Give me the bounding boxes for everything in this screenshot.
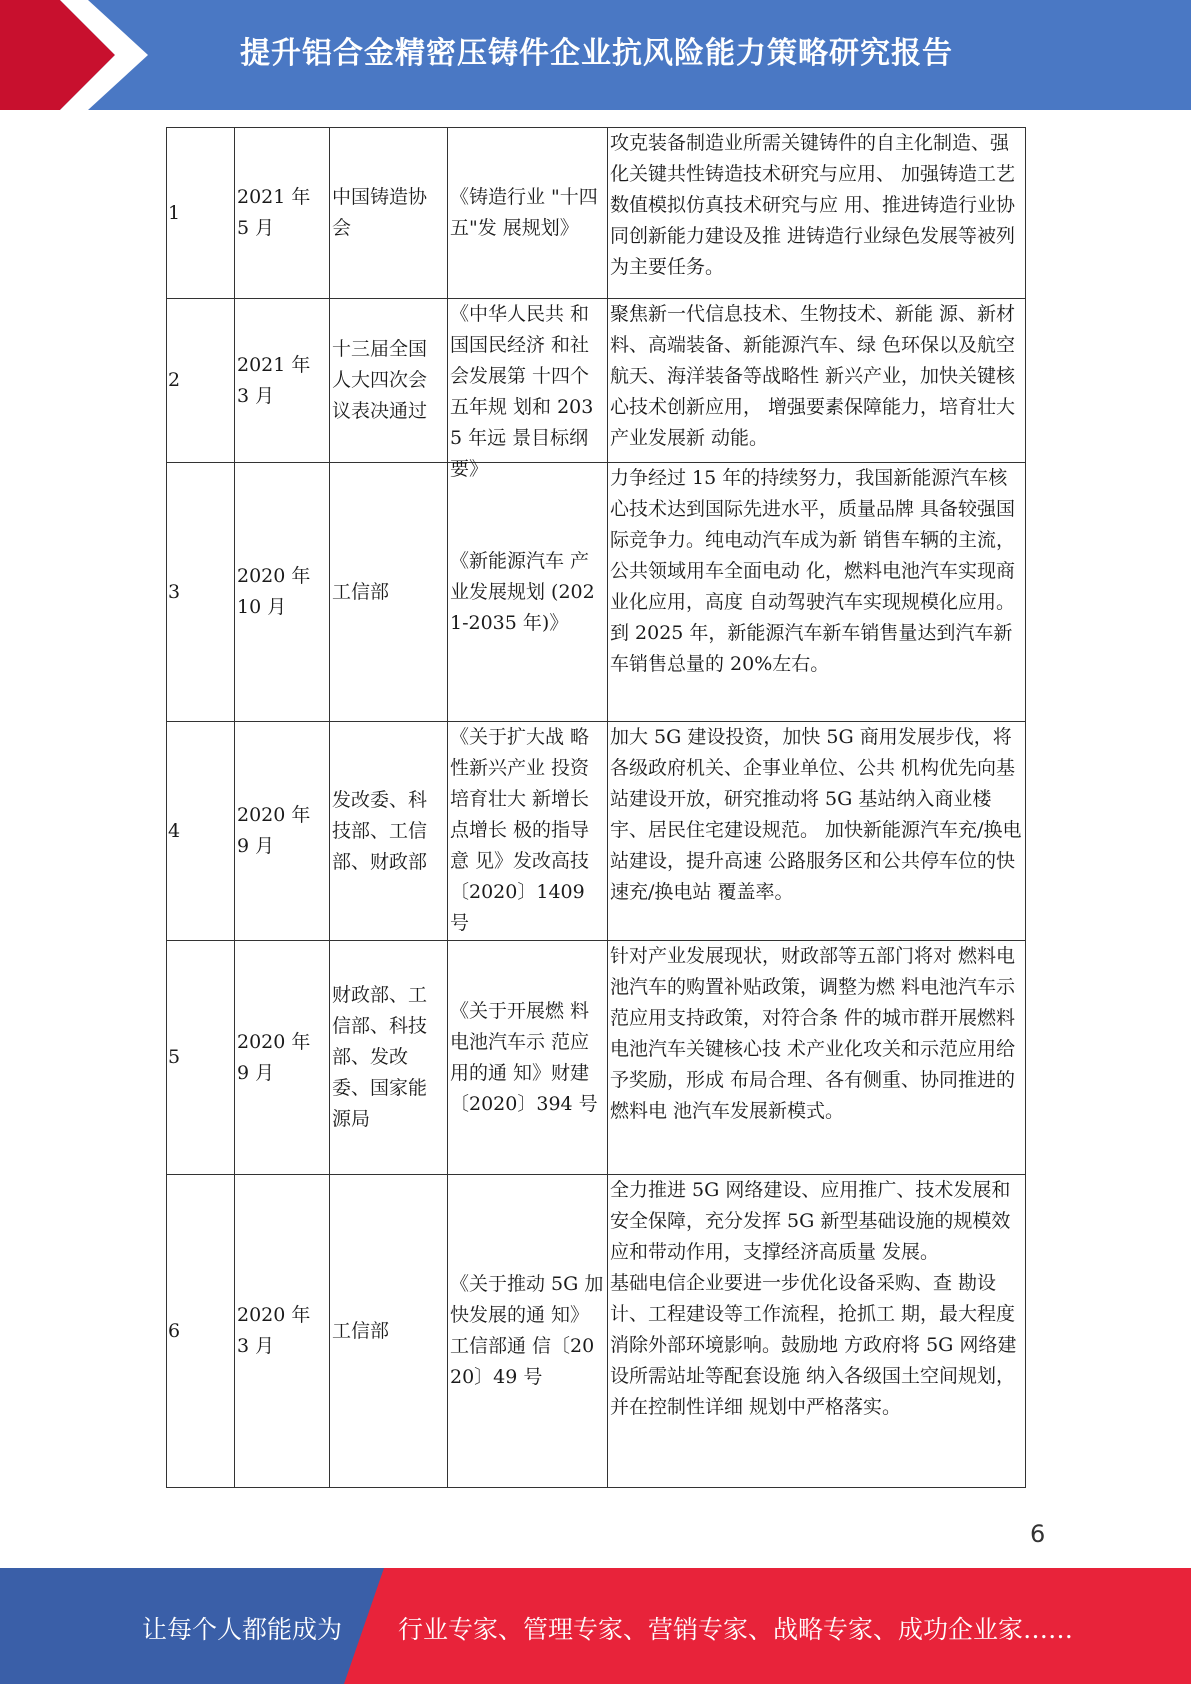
policy-content: 力争经过 15 年的持续努力，我国新能源汽车核心技术达到国际先进水平，质量品牌 具备较强国际竞争力。纯电动汽车成为新 销售车辆的主流，公共领域用车全面电动 化，燃料电池汽车实现商业化应用，高度 自动驾驶汽车实现规模化应用。 到 2025 年，新能源汽车新车销售量达到汽车新车销售总量的 20%左右。 xyxy=(608,463,1026,722)
row-number: 6 xyxy=(167,1175,235,1488)
issue-date: 2020 年 3 月 xyxy=(235,1175,330,1488)
table-row xyxy=(167,128,1026,299)
issue-date: 2020 年 9 月 xyxy=(235,941,330,1175)
page-number: 6 xyxy=(1030,1520,1046,1548)
table-row xyxy=(167,722,1026,941)
policy-document: 《关于扩大战 略性新兴产业 投资培育壮大 新增长点增长 极的指导意 见》发改高技〔2020〕1409 号 xyxy=(448,722,608,941)
table-row xyxy=(167,299,1026,463)
policy-content: 针对产业发展现状，财政部等五部门将对 燃料电池汽车的购置补贴政策，调整为燃 料电池汽车示范应用支持政策，对符合条 件的城市群开展燃料电池汽车关键核心技 术产业化攻关和示范应用给予奖励，形成 布局合理、各有侧重、协同推进的燃料电 池汽车发展新模式。 xyxy=(608,941,1026,1175)
policy-content: 攻克装备制造业所需关键铸件的自主化制造、强化关键共性铸造技术研究与应用、 加强铸造工艺数值模拟仿真技术研究与应 用、推进铸造行业协同创新能力建设及推 进铸造行业绿色发展等被列为主要任务。 xyxy=(608,128,1026,299)
policy-document: 《关于推动 5G 加快发展的通 知》工信部通 信〔2020〕49 号 xyxy=(448,1175,608,1488)
table-row xyxy=(167,463,1026,722)
policy-document-text: 《中华人民共 和国国民经济 和社会发展第 十四个五年规 划和 2035 年远 景目标纲要》 xyxy=(450,303,594,480)
issue-date: 2021 年 5 月 xyxy=(235,128,330,299)
header-banner xyxy=(0,0,1191,110)
policy-document: 《新能源汽车 产业发展规划 (2021-2035 年)》 xyxy=(448,463,608,722)
policy-content: 聚焦新一代信息技术、生物技术、新能 源、新材料、高端装备、新能源汽车、绿 色环保以及航空航天、海洋装备等战略性 新兴产业，加快关键核心技术创新应用， 增强要素保障能力，培育壮大产业发展新 动能。 xyxy=(608,299,1026,463)
table-row xyxy=(167,941,1026,1175)
issuing-body: 十三届全国人大四次会议表决通过 xyxy=(330,299,448,463)
policy-document: 《关于开展燃 料电池汽车示 范应用的通 知》财建〔2020〕394 号 xyxy=(448,941,608,1175)
footer-banner xyxy=(0,1568,1191,1684)
issuing-body: 财政部、工信部、科技部、发改委、国家能源局 xyxy=(330,941,448,1175)
policy-table xyxy=(166,127,1026,1488)
issue-date: 2020 年 10 月 xyxy=(235,463,330,722)
footer-slogan-right: 行业专家、管理专家、营销专家、战略专家、成功企业家…… xyxy=(398,1615,1074,1644)
issuing-body: 发改委、科技部、工信部、财政部 xyxy=(330,722,448,941)
header-arrow-decoration xyxy=(0,0,160,110)
footer-slogan-left: 让每个人都能成为 xyxy=(142,1615,343,1644)
issuing-body: 工信部 xyxy=(330,463,448,722)
issuing-body: 中国铸造协会 xyxy=(330,128,448,299)
issue-date: 2021 年 3 月 xyxy=(235,299,330,463)
policy-table-container xyxy=(166,127,1026,1488)
policy-document: 《铸造行业 "十四五"发 展规划》 xyxy=(448,128,608,299)
row-number: 1 xyxy=(167,128,235,299)
document-title: 提升铝合金精密压铸件企业抗风险能力策略研究报告 xyxy=(240,36,953,71)
row-number: 4 xyxy=(167,722,235,941)
table-row xyxy=(167,1175,1026,1488)
issue-date: 2020 年 9 月 xyxy=(235,722,330,941)
row-number: 3 xyxy=(167,463,235,722)
issuing-body: 工信部 xyxy=(330,1175,448,1488)
policy-content: 全力推进 5G 网络建设、应用推广、技术发展和安全保障，充分发挥 5G 新型基础设施的规模效应和带动作用，支撑经济高质量 发展。 基础电信企业要进一步优化设备采购、查 勘设计、工程建设等工作流程，抢抓工 期，最大程度消除外部环境影响。鼓励地 方政府将 5G 网络建设所需站址等配套设施 纳入各级国土空间规划，并在控制性详细 规划中严格落实。 xyxy=(608,1175,1026,1488)
row-number: 5 xyxy=(167,941,235,1175)
policy-document xyxy=(448,299,608,480)
policy-content: 加大 5G 建设投资，加快 5G 商用发展步伐，将各级政府机关、企事业单位、公共 机构优先向基站建设开放，研究推动将 5G 基站纳入商业楼宇、居民住宅建设规范。 加快新能源汽车充/换电站建设，提升高速 公路服务区和公共停车位的快速充/换电站 覆盖率。 xyxy=(608,722,1026,941)
row-number: 2 xyxy=(167,299,235,463)
